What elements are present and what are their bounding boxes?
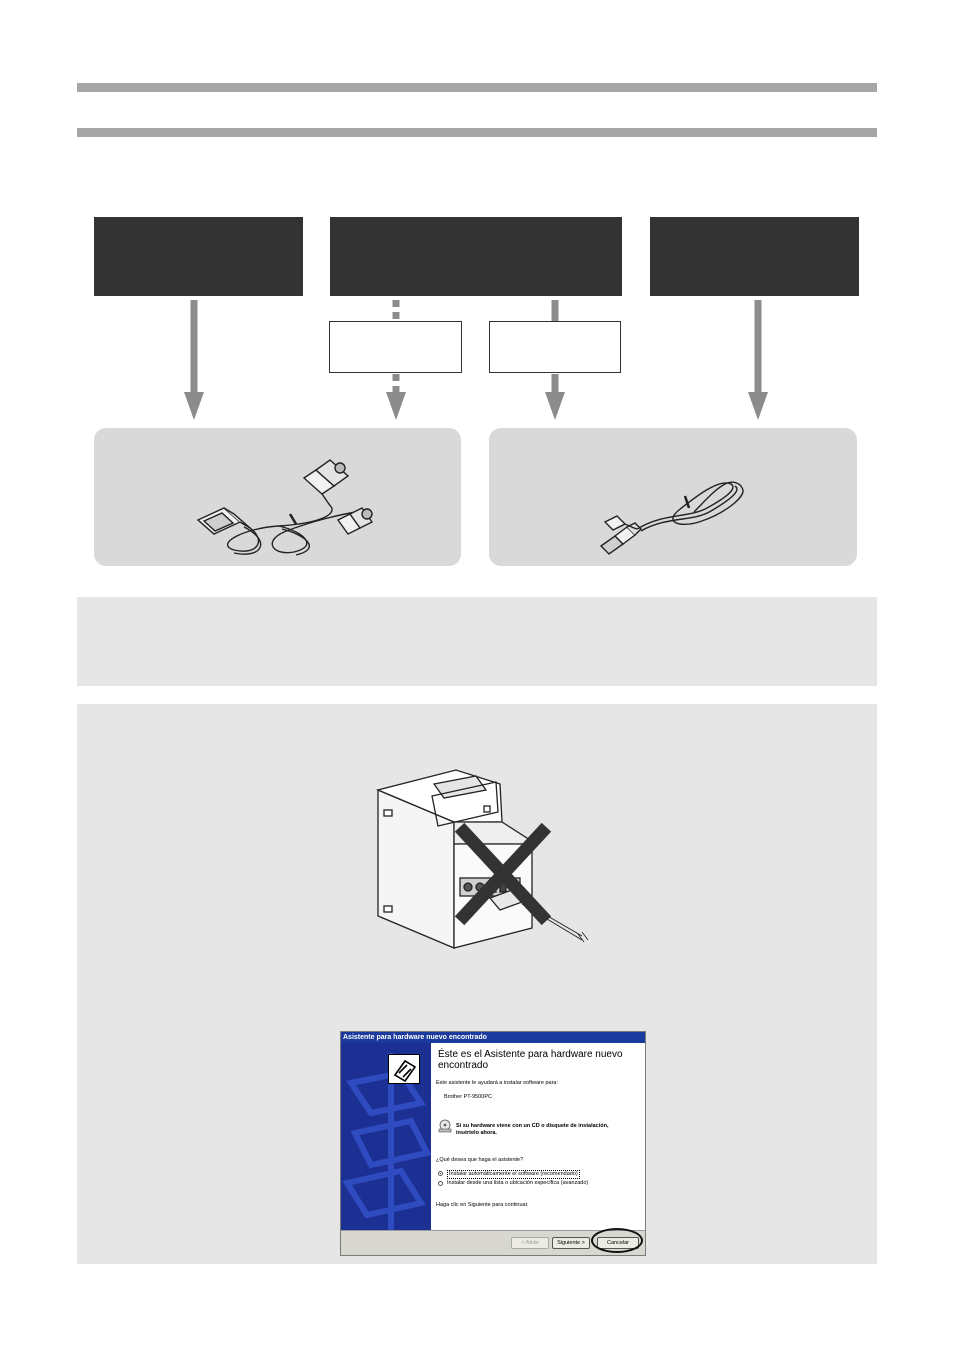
hardware-wizard-icon: [388, 1054, 420, 1084]
radio-install-manual[interactable]: [438, 1181, 443, 1186]
serial-cable-panel: [94, 428, 461, 566]
continue-hint: Haga clic en Siguiente para continuar.: [436, 1202, 529, 1208]
arrow-left-head: [184, 392, 204, 420]
flow-arrows: [0, 0, 954, 430]
serial-cable-illustration: [94, 428, 461, 566]
option-install-auto-label[interactable]: Instalar automáticamente el software (recomendado): [449, 1171, 578, 1177]
printer-illustration: [372, 766, 592, 956]
dialog-side-banner: [341, 1043, 431, 1230]
dialog-heading: Éste es el Asistente para hardware nuevo encontrado: [438, 1049, 623, 1071]
device-name: Brother PT-9500PC: [444, 1094, 492, 1100]
arrow-dashed-head: [386, 392, 406, 420]
cd-notice: Si su hardware viene con un CD o disquete de instalación, insértelo ahora.: [456, 1123, 609, 1136]
back-button[interactable]: < Atrás: [511, 1237, 549, 1249]
arrow-right-head: [748, 392, 768, 420]
wizard-question: ¿Qué desea que haga el asistente?: [436, 1157, 524, 1163]
cancel-button[interactable]: Cancelar: [597, 1237, 639, 1249]
next-button[interactable]: Siguiente >: [552, 1237, 590, 1249]
label-box-usb: [489, 321, 621, 373]
label-box-serial: [329, 321, 462, 373]
option-install-manual-label[interactable]: Instalar desde una lista o ubicación específica (avanzado): [447, 1180, 589, 1186]
found-new-hardware-dialog: [340, 1031, 646, 1256]
dialog-title: Asistente para hardware nuevo encontrado: [341, 1032, 645, 1043]
usb-cable-illustration: [489, 428, 857, 566]
dialog-intro: Este asistente le ayudará a instalar software para:: [436, 1080, 558, 1086]
cancel-highlight-ring: [591, 1228, 643, 1253]
note-band: [77, 597, 877, 686]
arrow-center-head: [545, 392, 565, 420]
cd-icon: [438, 1119, 452, 1133]
usb-cable-panel: [489, 428, 857, 566]
radio-install-auto[interactable]: [438, 1171, 443, 1176]
